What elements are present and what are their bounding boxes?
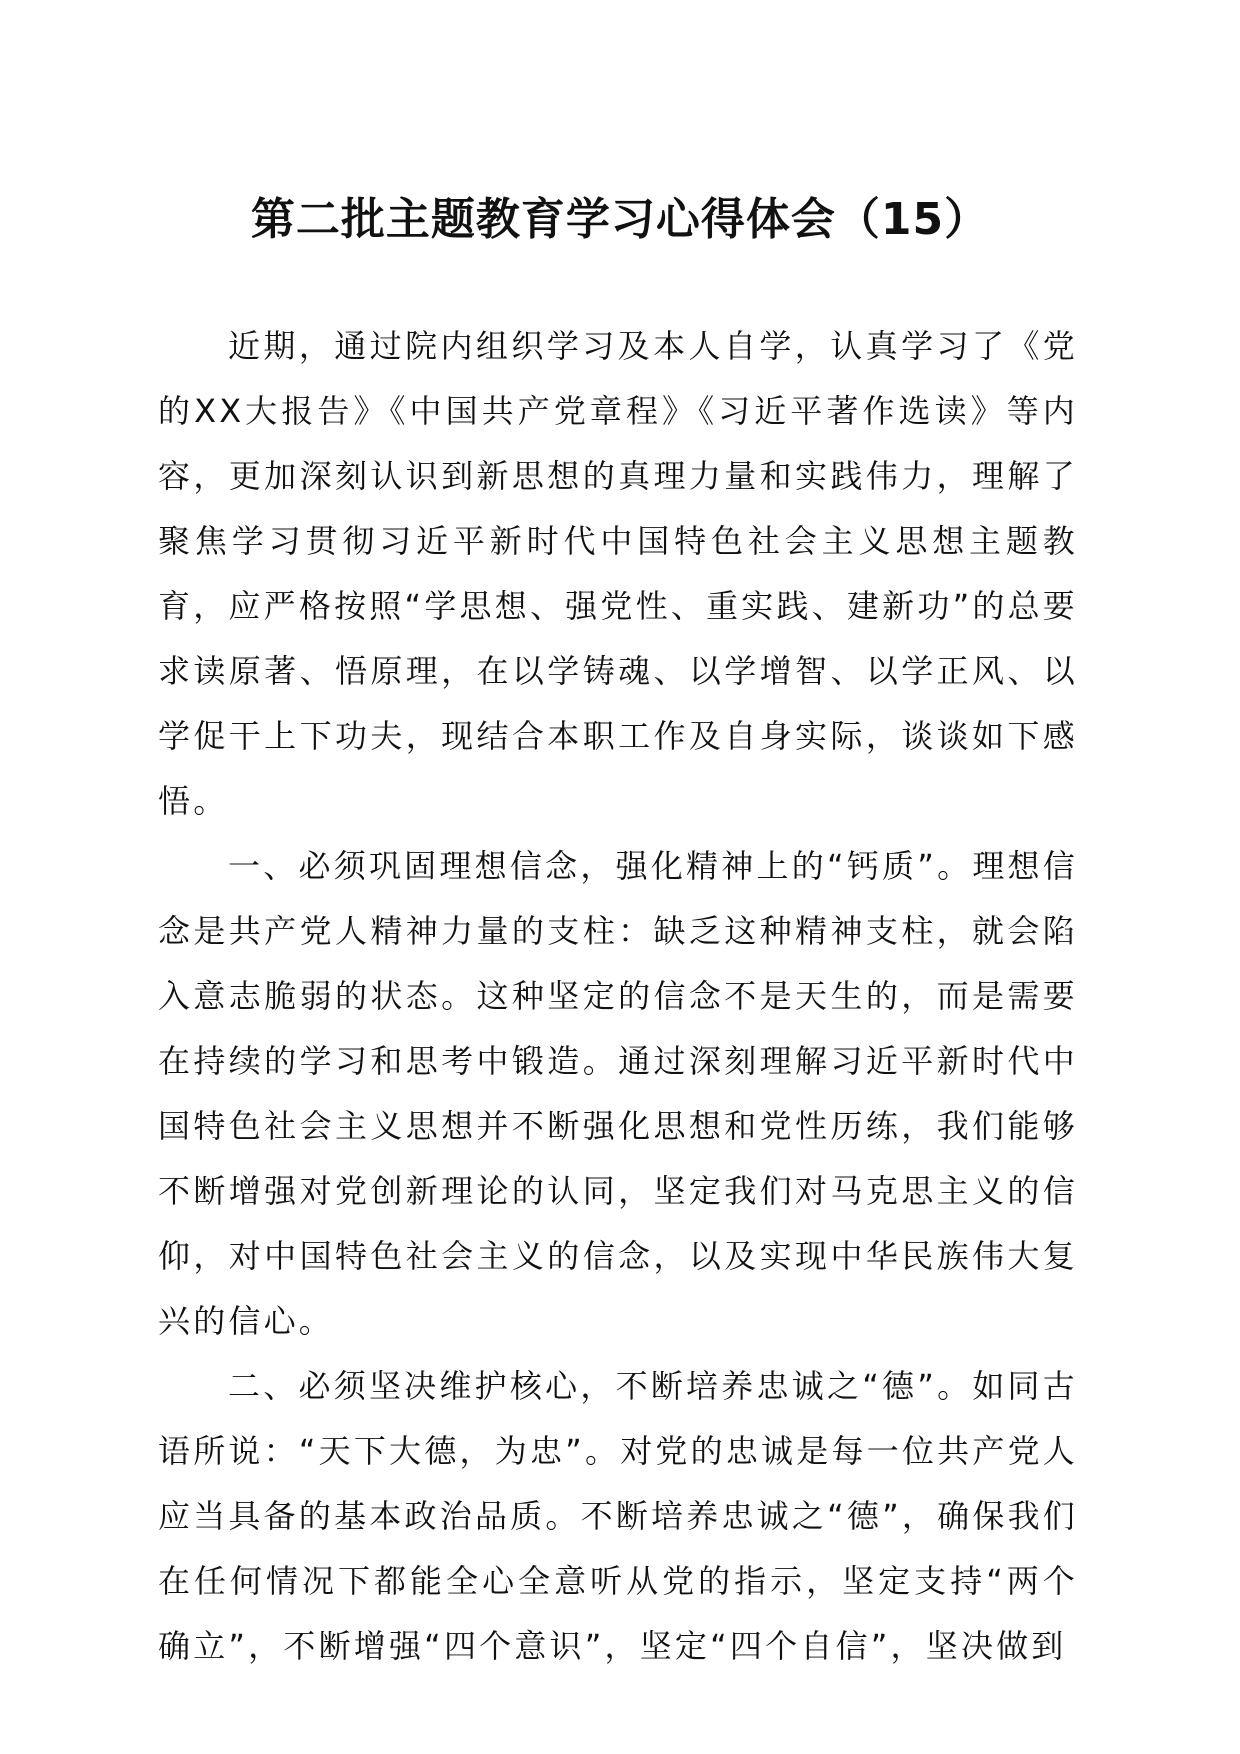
- paragraph-section-1: 一、必须巩固理想信念，强化精神上的“钙质”。理想信念是共产党人精神力量的支柱：缺乏这种精神支柱，就会陷入意志脆弱的状态。这种坚定的信念不是天生的，而是需要在持续的学习和思考中锻造。通过深刻理解习近平新时代中国特色社会主义思想并不断强化思想和党性历练，我们能够不断增强对党创新理论的认同，坚定我们对马克思主义的信仰，对中国特色社会主义的信念，以及实现中华民族伟大复兴的信心。: [158, 847, 1078, 1340]
- document-body: [158, 314, 1078, 1679]
- document-title: 第二批主题教育学习心得体会（15）: [250, 194, 990, 245]
- paragraph-section-2: 二、必须坚决维护核心，不断培养忠诚之“德”。如同古语所说：“天下大德，为忠”。对党的忠诚是每一位共产党人应当具备的基本政治品质。不断培养忠诚之“德”，确保我们在任何情况下都能全心全意听从党的指示，坚定支持“两个确立”，不断增强“四个意识”，坚定“四个自信”，坚决做到: [158, 1367, 1078, 1665]
- paragraph-intro: 近期，通过院内组织学习及本人自学，认真学习了《党的XX大报告》《中国共产党章程》《习近平著作选读》等内容，更加深刻认识到新思想的真理力量和实践伟力，理解了聚焦学习贯彻习近平新时代中国特色社会主义思想主题教育，应严格按照“学思想、强党性、重实践、建新功”的总要求读原著、悟原理，在以学铸魂、以学增智、以学正风、以学促干上下功夫，现结合本职工作及自身实际，谈谈如下感悟。: [158, 327, 1078, 820]
